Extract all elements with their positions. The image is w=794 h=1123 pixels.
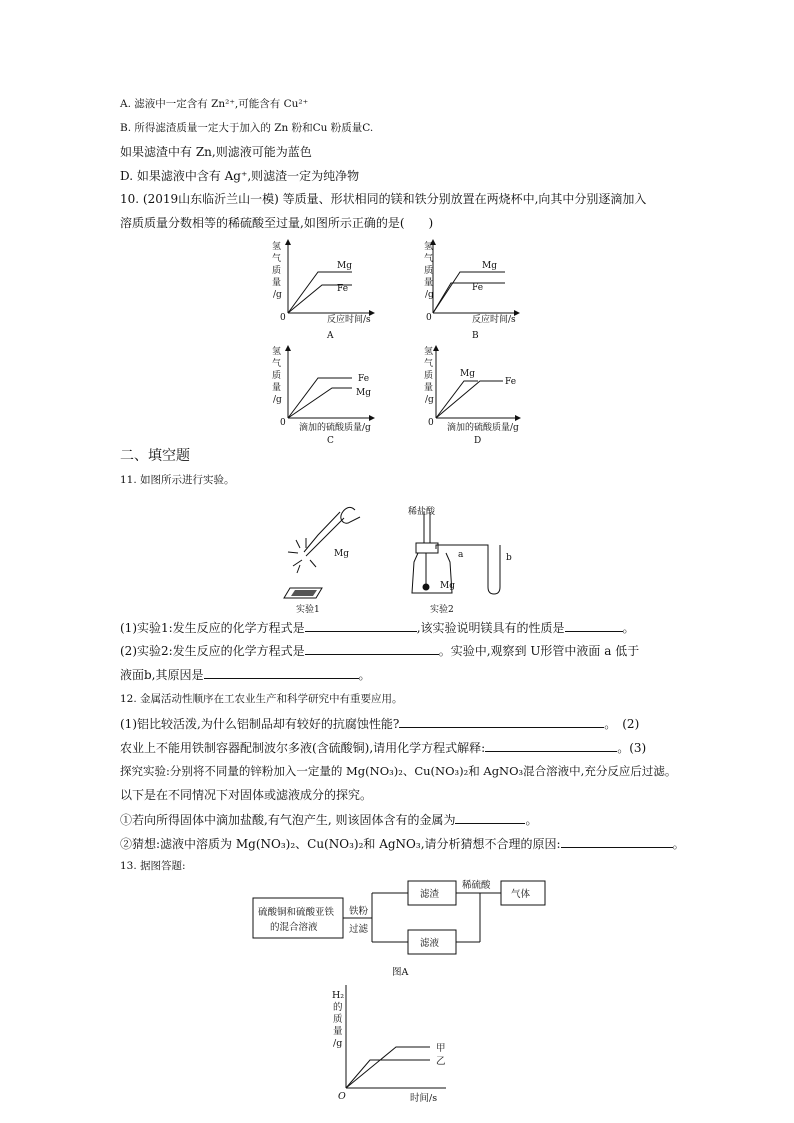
graph-b-fe-label: Fe xyxy=(472,283,484,293)
q12-part4: 以下是在不同情况下对固体或滤液成分的探究。 xyxy=(120,788,373,802)
graph-b-ylabel-3: 量 xyxy=(424,278,434,288)
q11-part2-text-b: 。实验中,观察到 U形管中液面 a 低于 xyxy=(438,644,640,658)
graph-d-fe-label: Fe xyxy=(505,377,517,387)
q11-part1-text-c: 。 xyxy=(622,621,635,635)
graph-a-ylabel-2: 质 xyxy=(272,266,282,276)
q12-part3: 探究实验:分别将不同量的锌粉加入一定量的 Mg(NO₃)₂、Cu(NO₃)₂和 AgNO₃混合溶液中,充分反应后过滤。 xyxy=(120,764,677,778)
option-b: B. 所得滤渣质量一定大于加入的 Zn 粉和Cu 粉质量C. xyxy=(120,122,374,134)
q11-part3-text-a: 液面b,其原因是 xyxy=(120,668,204,682)
q12-part5-text-b: 。 xyxy=(525,813,538,827)
section-title: 二、填空题 xyxy=(120,448,190,464)
graph-d-xlabel: 滴加的硫酸质量/g xyxy=(447,423,519,433)
flow-residue: 滤渣 xyxy=(420,889,440,900)
q12-part6-text-a: ②猜想:滤液中溶质为 Mg(NO₃)₂、Cu(NO₃)₂和 AgNO₃,请分析猜想不合理的原因: xyxy=(120,837,561,851)
graph-c-xlabel: 滴加的硫酸质量/g xyxy=(299,423,371,433)
exp2-acid-label: 稀盐酸 xyxy=(408,507,436,517)
graph-d-ylabel-3: 量 xyxy=(424,383,434,393)
graph-a-ylabel-4: /g xyxy=(273,290,282,300)
graph13-ylabel-0: H₂ xyxy=(332,990,345,1001)
graph-b-mg-label: Mg xyxy=(482,261,497,271)
graph13-ylabel-1: 的 xyxy=(333,1002,343,1013)
graph13-yi-line xyxy=(346,1060,430,1088)
q12-part6-text-b: 。 xyxy=(672,837,685,851)
question-10-line-2: 溶质质量分数相等的稀硫酸至过量,如图所示正确的是( ) xyxy=(120,216,434,230)
flow-caption: 图A xyxy=(392,967,409,978)
flow-filtrate: 滤液 xyxy=(420,938,440,949)
graph-b-ylabel-0: 氢 xyxy=(424,242,434,252)
graph-a-fe-label: Fe xyxy=(337,284,349,294)
graph-a-origin: 0 xyxy=(280,313,286,323)
graph-a-mg-label: Mg xyxy=(337,261,352,271)
flow-gas: 气体 xyxy=(511,889,531,900)
graph-a-letter: A xyxy=(327,331,334,341)
graph13-yi: 乙 xyxy=(436,1056,446,1067)
graph-a-ylabel-1: 气 xyxy=(272,254,282,264)
exp2-a-label: a xyxy=(458,550,464,560)
q12-part5-text-a: ①若向所得固体中滴加盐酸,有气泡产生, 则该固体含有的金属为 xyxy=(120,813,456,827)
graph13-jia-line xyxy=(346,1047,430,1088)
graph-c-ylabel-4: /g xyxy=(273,395,282,405)
exp1-caption: 实验1 xyxy=(296,605,320,615)
graph-c-mg-label: Mg xyxy=(356,388,371,398)
q12-part2-text-a: 农业上不能用铁制容器配制波尔多液(含硫酸铜),请用化学方程式解释: xyxy=(120,741,486,755)
option-d: D. 如果滤液中含有 Ag⁺,则滤渣一定为纯净物 xyxy=(120,169,360,183)
graph-a-ylabel-3: 量 xyxy=(272,278,282,288)
flow-mix-line2: 的混合溶液 xyxy=(270,922,318,933)
q11-part1-text-b: ,该实验说明镁具有的性质是 xyxy=(416,621,565,635)
question-13: 13. 据图答题: xyxy=(120,860,186,872)
graph-c-ylabel-3: 量 xyxy=(272,383,282,393)
question-10-line-1: 10. (2019山东临沂兰山一模) 等质量、形状相同的镁和铁分别放置在两烧杯中,向其中分别逐滴加入 xyxy=(120,192,647,206)
graph-c-ylabel-1: 气 xyxy=(272,359,282,369)
question-11: 11. 如图所示进行实验。 xyxy=(120,474,235,486)
q12-part2-text-b: 。(3) xyxy=(617,741,647,755)
q11-part3-text-b: 。 xyxy=(358,668,371,682)
graph-b-ylabel-1: 气 xyxy=(424,254,434,264)
graph-d-ylabel-2: 质 xyxy=(424,371,434,381)
graph-b-xlabel: 反应时间/s xyxy=(472,315,516,325)
flow-mix-line1: 硫酸铜和硫酸亚铁 xyxy=(258,907,335,918)
graph-d-letter: D xyxy=(474,436,482,446)
graph13-ylabel-3: 量 xyxy=(333,1026,343,1037)
exp2-mg-label: Mg xyxy=(440,581,455,591)
graph-b-ylabel-4: /g xyxy=(425,290,434,300)
graph-c-origin: 0 xyxy=(280,418,286,428)
option-a: A. 滤液中一定含有 Zn²⁺,可能含有 Cu²⁺ xyxy=(120,98,309,110)
q11-part1-text-a: (1)实验1:发生反应的化学方程式是 xyxy=(120,621,305,635)
graph-c-fe-label: Fe xyxy=(358,374,370,384)
graph-a-ylabel-0: 氢 xyxy=(272,242,282,252)
q12-part1-text-a: (1)铝比较活泼,为什么铝制品却有较好的抗腐蚀性能? xyxy=(120,717,400,731)
exp2-caption: 实验2 xyxy=(430,605,454,615)
graph-b-origin: 0 xyxy=(426,313,432,323)
graph-d-ylabel-4: /g xyxy=(425,395,434,405)
graph-c-ylabel-2: 质 xyxy=(272,371,282,381)
graph-b-letter: B xyxy=(472,331,479,341)
flow-filter: 过滤 xyxy=(349,924,369,935)
option-c: 如果滤渣中有 Zn,则滤液可能为蓝色 xyxy=(120,145,312,159)
graph13-ylabel-4: /g xyxy=(333,1038,343,1049)
graph-d-origin: 0 xyxy=(428,418,434,428)
graph-d-ylabel-0: 氢 xyxy=(424,347,434,357)
q11-part2-text-a: (2)实验2:发生反应的化学方程式是 xyxy=(120,644,305,658)
graph13-ylabel-2: 质 xyxy=(333,1014,343,1025)
exp1-mg-label: Mg xyxy=(334,549,349,559)
graph-a-xlabel: 反应时间/s xyxy=(327,315,371,325)
flow-iron: 铁粉 xyxy=(349,906,369,917)
exp2-b-label: b xyxy=(506,553,512,563)
q12-part1-text-b: 。 (2) xyxy=(604,717,640,731)
graph-d-ylabel-1: 气 xyxy=(424,359,434,369)
graph-c-letter: C xyxy=(327,436,334,446)
question-12: 12. 金属活动性顺序在工农业生产和科学研究中有重要应用。 xyxy=(120,693,403,705)
graph13-jia: 甲 xyxy=(436,1043,446,1054)
flow-acid: 稀硫酸 xyxy=(462,880,491,891)
graph-b-ylabel-2: 质 xyxy=(424,266,434,276)
graph-c-ylabel-0: 氢 xyxy=(272,347,282,357)
graph13-xlabel: 时间/s xyxy=(410,1093,438,1104)
graph-d-mg-label: Mg xyxy=(460,369,475,379)
graph13-origin: O xyxy=(338,1091,346,1102)
